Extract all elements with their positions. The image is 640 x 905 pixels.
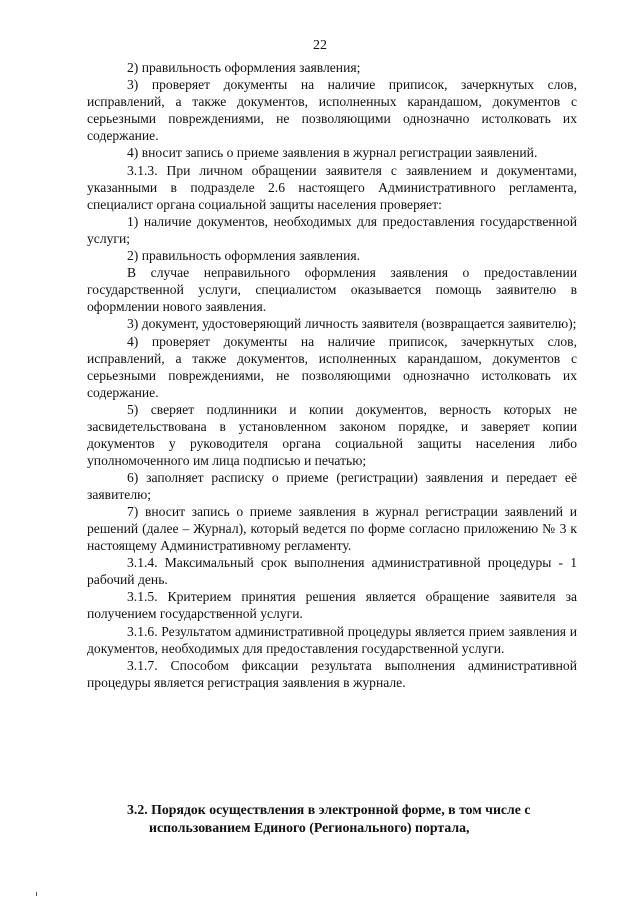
section-heading-line-1: 3.2. Порядок осуществления в электронной форме, в том числе с [127, 802, 531, 817]
paragraph: 3.1.7. Способом фиксации результата выполнения административной процедуры является регистрация заявления в журнале. [87, 657, 577, 690]
paragraph: 2) правильность оформления заявления; [127, 60, 361, 75]
paragraph: 3.1.4. Максимальный срок выполнения административной процедуры - 1 рабочий день. [87, 555, 577, 588]
body-text [87, 59, 577, 691]
section-heading-line-2: использованием Единого (Регионального) портала, [149, 820, 470, 835]
paragraph: 3) проверяет документы на наличие приписок, зачеркнутых слов, исправлений, а также документов, исполненных карандашом, документов с серьезными повреждениями, не позволяющими однозначно истолковать их содержание. [87, 77, 577, 144]
paragraph: 3.1.5. Критерием принятия решения является обращение заявителя за получением государственной услуги. [87, 589, 577, 622]
paragraph: 6) заполняет расписку о приеме (регистрации) заявления и передает её заявителю; [87, 469, 577, 502]
paragraph: 3.1.6. Результатом административной процедуры является прием заявления и документов, необходимых для предоставления государственной услуги. [87, 623, 577, 656]
section-heading [87, 801, 577, 837]
page-number: 22 [313, 38, 327, 53]
paragraph: 5) сверяет подлинники и копии документов, верность которых не засвидетельствована в установленном законом порядке, и заверяет копии документов у руководителя органа социальной защиты населения либо уполномоченного им лица подписью и печатью; [87, 401, 577, 468]
paragraph: 7) вносит запись о приеме заявления в журнал регистрации заявлений и решений (далее – Журнал), который ведется по форме согласно приложению № 3 к настоящему Административному регламенту. [87, 504, 577, 554]
paragraph: 2) правильность оформления заявления. [127, 247, 361, 263]
paragraph: 1) наличие документов, необходимых для предоставления государственной услуги; [87, 213, 577, 246]
scan-speck [36, 892, 37, 896]
paragraph: 4) проверяет документы на наличие приписок, зачеркнутых слов, исправлений, а также документов, исполненных карандашом, документов с серьезными повреждениями, не позволяющими однозначно истолковать их содержание. [87, 333, 577, 400]
paragraph: 3) документ, удостоверяющий личность заявителя (возвращается заявителю); [127, 316, 577, 332]
paragraph: 3.1.3. При личном обращении заявителя с заявлением и документами, указанными в подразделе 2.6 настоящего Административного регламента, специалист органа социальной защиты населения проверяет: [87, 162, 577, 212]
paragraph: В случае неправильного оформления заявления о предоставлении государственной услуги, специалистом оказывается помощь заявителю в оформлении нового заявления. [87, 265, 577, 315]
paragraph: 4) вносит запись о приеме заявления в журнал регистрации заявлений. [127, 145, 538, 161]
